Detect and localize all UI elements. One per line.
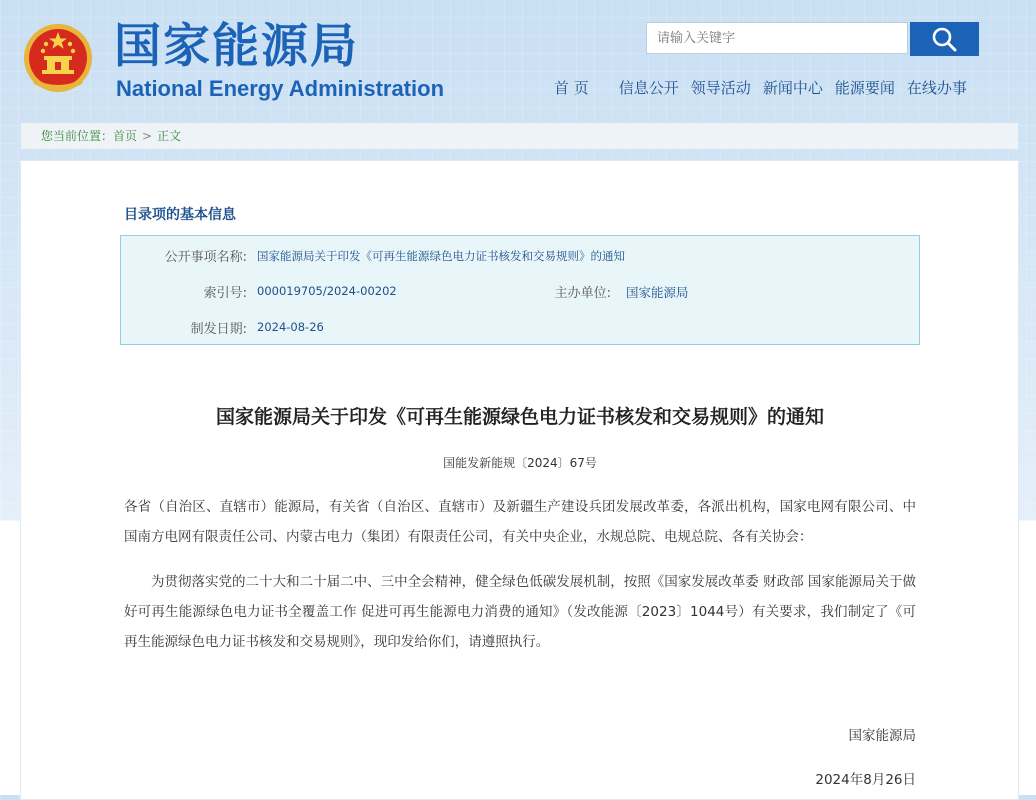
search-input[interactable] <box>646 22 908 54</box>
breadcrumb-home-link[interactable]: 首页 <box>113 129 138 143</box>
nav-item-info-disclosure[interactable]: 信息公开 <box>618 79 679 97</box>
meta-name-label: 公开事项名称: <box>164 250 247 265</box>
meta-index-label: 索引号: <box>203 286 247 301</box>
nav-item-leadership[interactable]: 领导活动 <box>690 79 751 97</box>
breadcrumb-prefix: 您当前位置： <box>41 129 114 143</box>
breadcrumb <box>20 122 1019 150</box>
document-number: 国能发新能规〔2024〕67号 <box>443 456 597 470</box>
meta-section-title: 目录项的基本信息 <box>124 207 236 223</box>
meta-index-value: 000019705/2024-00202 <box>257 284 397 298</box>
meta-date-label: 制发日期: <box>190 322 247 337</box>
breadcrumb-current: 正文 <box>157 129 182 143</box>
nav-item-online-service[interactable]: 在线办事 <box>906 79 967 97</box>
document-addressee: 各省（自治区、直辖市）能源局，有关省（自治区、直辖市）及新疆生产建设兵团发展改革委，各派出机构，国家电网有限公司、中国南方电网有限责任公司、内蒙古电力（集团）有限责任公司，有关中央企业，水规总院、电规总院、各有关协会： <box>124 499 916 545</box>
breadcrumb-separator: > <box>142 129 153 143</box>
document-title: 国家能源局关于印发《可再生能源绿色电力证书核发和交易规则》的通知 <box>215 406 824 428</box>
document-sign-date: 2024年8月26日 <box>815 772 916 788</box>
national-emblem-logo <box>22 22 94 96</box>
meta-date-value: 2024-08-26 <box>257 320 324 334</box>
document-body: 为贯彻落实党的二十大和二十届二中、三中全会精神，健全绿色低碳发展机制，按照《国家发展改革委 财政部 国家能源局关于做好可再生能源绿色电力证书全覆盖工作 促进可再生能源电力消费的通知》（发改能源〔2023〕1044号）有关要求，我们制定了《可再生能源绿色电力证书核发和交易规则》，现印发给你们，请遵照执行。 <box>124 574 916 650</box>
nav-item-home[interactable]: 首 页 <box>554 79 589 97</box>
nav-item-news-center[interactable]: 新闻中心 <box>762 79 823 97</box>
nav-item-energy-news[interactable]: 能源要闻 <box>834 79 895 97</box>
main-nav <box>542 76 973 100</box>
site-logo-english[interactable]: National Energy Administration <box>116 76 445 101</box>
meta-name-value: 国家能源局关于印发《可再生能源绿色电力证书核发和交易规则》的通知 <box>257 249 625 263</box>
search-button[interactable] <box>910 22 979 56</box>
meta-org-value: 国家能源局 <box>626 285 689 300</box>
meta-info-box <box>120 235 920 345</box>
document-signature: 国家能源局 <box>848 728 916 744</box>
meta-org-label: 主办单位: <box>554 286 611 301</box>
search-icon <box>910 22 979 56</box>
site-logo-chinese[interactable]: 国家能源局 <box>114 19 359 74</box>
